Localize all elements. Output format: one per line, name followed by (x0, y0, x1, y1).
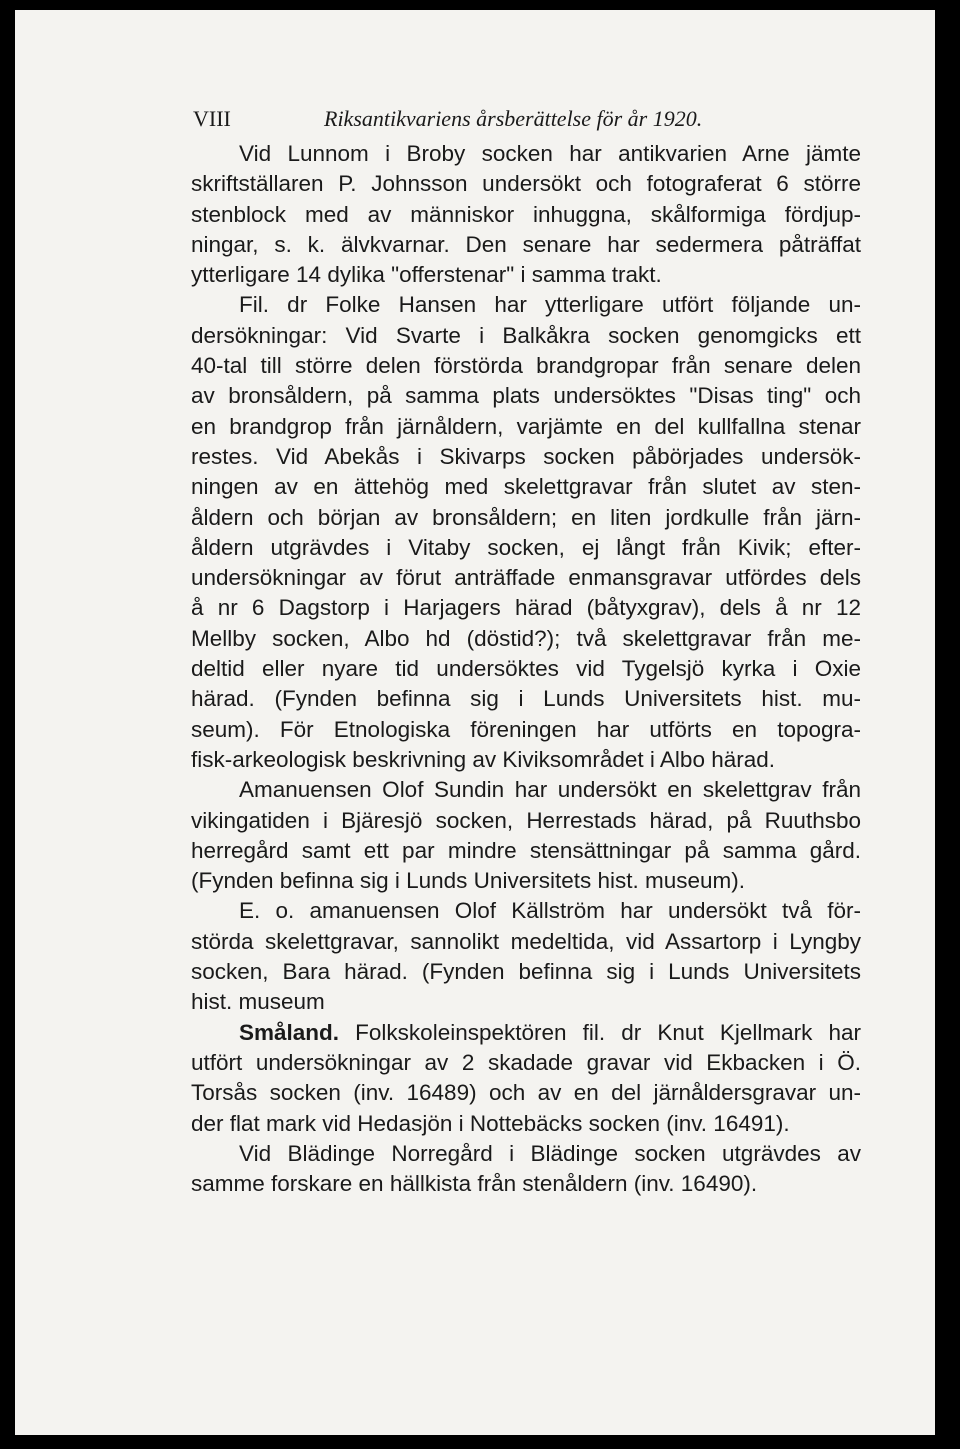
text-line (191, 381, 861, 411)
text-line (191, 896, 861, 926)
text-line (191, 684, 861, 714)
section-heading: Småland. (239, 1019, 340, 1045)
text-line (191, 715, 861, 745)
line-text: 40-tal till större delen förstörda brandgropar från senare delen (191, 353, 861, 379)
text-line (191, 321, 861, 351)
text-line (191, 593, 861, 623)
line-text: av bronsåldern, på samma plats undersöktes "Disas ting" och (191, 383, 861, 409)
line-text: restes. Vid Abekås i Skivarps socken påbörjades undersök- (191, 443, 861, 469)
text-line (191, 836, 861, 866)
text-line (191, 1048, 861, 1078)
line-text: socken, Bara härad. (Fynden befinna sig i Lunds Universitets (191, 959, 861, 985)
line-text: ningar, s. k. älvkvarnar. Den senare har sedermera påträffat (191, 231, 861, 257)
text-line (191, 533, 861, 563)
text-line (191, 503, 861, 533)
text-line (191, 806, 861, 836)
line-text: dersökningar: Vid Svarte i Balkåkra socken genomgicks ett (191, 322, 861, 348)
text-line (191, 351, 861, 381)
text-line (191, 624, 861, 654)
text-line (191, 200, 861, 230)
line-text: undersökningar av förut anträffade enmansgravar utfördes dels (191, 565, 861, 591)
line-text: utfört undersökningar av 2 skadade gravar vid Ekbacken i Ö. (191, 1049, 861, 1075)
line-text: å nr 6 Dagstorp i Harjagers härad (båtyxgrav), dels å nr 12 (191, 595, 861, 621)
line-text: Vid Lunnom i Broby socken har antikvarien Arne jämte (239, 141, 861, 166)
running-title: Riksantikvariens årsberättelse för år 1920. (324, 106, 703, 131)
text-line (191, 957, 861, 987)
text-line (191, 230, 861, 260)
line-text: (Fynden befinna sig i Lunds Universitets hist. museum). (191, 868, 745, 894)
line-text: en brandgrop från järnåldern, varjämte en del kullfallna stenar (191, 413, 861, 439)
line-text: störda skelettgravar, sannolikt medeltida, vid Assartorp i Lyngby (191, 928, 861, 954)
document-page (15, 10, 935, 1435)
line-text: åldern utgrävdes i Vitaby socken, ej långt från Kivik; efter- (191, 534, 861, 560)
text-line (191, 775, 861, 805)
line-text: vikingatiden i Bjäresjö socken, Herrestads härad, på Ruuthsbo (191, 807, 861, 833)
line-text: härad. (Fynden befinna sig i Lunds Universitets hist. mu- (191, 686, 861, 712)
line-text: åldern och början av bronsåldern; en liten jordkulle från järn- (191, 504, 861, 530)
line-text: Fil. dr Folke Hansen har ytterligare utfört följande un- (239, 292, 861, 318)
line-text: Folkskoleinspektören fil. dr Knut Kjellmark har (355, 1019, 861, 1045)
text-line (191, 260, 861, 290)
running-header (193, 106, 893, 142)
line-text: Mellby socken, Albo hd (döstid?); två skelettgravar från me- (191, 625, 861, 651)
line-text: seum). För Etnologiska föreningen har utförts en topogra- (191, 716, 861, 742)
text-line (191, 1169, 861, 1199)
line-text: hist. museum (191, 989, 325, 1015)
line-text: fisk-arkeologisk beskrivning av Kiviksområdet i Albo härad. (191, 746, 776, 772)
text-line (191, 139, 861, 169)
line-text: Amanuensen Olof Sundin har undersökt en skelettgrav från (239, 777, 861, 803)
text-line (191, 290, 861, 320)
text-line (191, 472, 861, 502)
line-text: herregård samt ett par mindre stensättningar på samma gård. (191, 837, 861, 863)
line-text: ytterligare 14 dylika "offerstenar" i samma trakt. (191, 262, 662, 288)
text-line (191, 442, 861, 472)
body-text (191, 139, 861, 1199)
text-line (191, 1109, 861, 1139)
line-text: Vid Blädinge Norregård i Blädinge socken utgrävdes av (239, 1140, 861, 1166)
text-line (191, 927, 861, 957)
text-line (191, 1139, 861, 1169)
text-line (191, 654, 861, 684)
line-text: skriftställaren P. Johnsson undersökt och fotograferat 6 större (191, 171, 861, 197)
line-text: samme forskare en hällkista från stenåldern (inv. 16490). (191, 1171, 758, 1197)
line-text: stenblock med av människor inhuggna, skålformiga fördjup- (191, 201, 861, 227)
line-text: der flat mark vid Hedasjön i Nottebäcks socken (inv. 16491). (191, 1110, 790, 1136)
line-text: Torsås socken (inv. 16489) och av en del järnåldersgravar un- (191, 1080, 861, 1106)
text-line (191, 169, 861, 199)
text-line (191, 987, 861, 1017)
page-number: VIII (193, 106, 231, 131)
line-text: deltid eller nyare tid undersöktes vid Tygelsjö kyrka i Oxie (191, 656, 861, 682)
text-line (191, 1018, 861, 1048)
text-line (191, 563, 861, 593)
text-line (191, 866, 861, 896)
text-line (191, 745, 861, 775)
text-line (191, 412, 861, 442)
line-text: E. o. amanuensen Olof Källström har undersökt två för- (239, 898, 861, 924)
text-line (191, 1078, 861, 1108)
line-text: ningen av en ättehög med skelettgravar från slutet av sten- (191, 474, 861, 500)
